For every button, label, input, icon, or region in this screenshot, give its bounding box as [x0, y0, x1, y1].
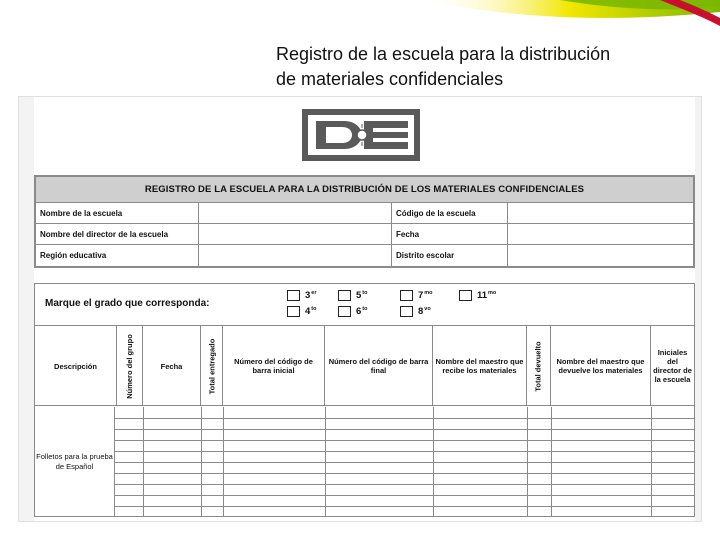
grade-option-4[interactable]: [287, 306, 317, 317]
col-total-delivered: [201, 326, 223, 406]
date-field[interactable]: [508, 224, 693, 244]
table-row-divider: [35, 429, 694, 430]
table-col-divider: [223, 407, 224, 516]
form-document-image: [18, 96, 702, 522]
de-logo-icon: [302, 109, 420, 161]
grade-4-suffix: to: [311, 305, 317, 312]
distribution-table: [34, 325, 695, 517]
director-name-field[interactable]: [199, 224, 392, 244]
grade-6-number: 6: [356, 306, 362, 317]
grade-4-number: 4: [305, 306, 311, 317]
grade-8-number: 8: [418, 306, 424, 317]
region-field[interactable]: [199, 245, 392, 266]
col-teacher-returns: Nombre del maestro que devuelve los materiales: [551, 326, 651, 406]
grade-option-5[interactable]: [338, 290, 368, 301]
col-date: Fecha: [143, 326, 201, 406]
form-row-region: [36, 245, 693, 266]
grade-7-checkbox[interactable]: [400, 290, 413, 301]
decorative-swoosh: [0, 0, 720, 40]
col-total-returned-label: Total devuelto: [534, 340, 543, 392]
col-description: Descripción: [35, 326, 117, 406]
col-start-barcode: Número del código de barra inicial: [223, 326, 325, 406]
col-teacher-receives: Nombre del maestro que recibe los materiales: [433, 326, 527, 406]
table-col-divider: [433, 407, 434, 516]
table-col-divider: [201, 407, 202, 516]
grade-5-suffix: to: [362, 289, 368, 296]
row-label-spanish-booklets: Folletos para la prueba de Español: [35, 407, 115, 516]
col-group-number-label: Número del grupo: [125, 333, 134, 399]
grade-11-suffix: mo: [488, 289, 497, 296]
table-col-divider: [551, 407, 552, 516]
slide-title-line-1: Registro de la escuela para la distribución: [276, 44, 611, 64]
table-row-divider: [35, 440, 694, 441]
table-row-divider: [35, 495, 694, 496]
grade-selection: [34, 283, 695, 325]
grade-7-number: 7: [418, 290, 424, 301]
grade-option-3[interactable]: [287, 290, 317, 301]
form-header-title: REGISTRO DE LA ESCUELA PARA LA DISTRIBUCIÓN DE LOS MATERIALES CONFIDENCIALES: [36, 177, 693, 203]
form-row-director: [36, 224, 693, 245]
grade-4-checkbox[interactable]: [287, 306, 300, 317]
table-col-divider: [143, 407, 144, 516]
form-page: [34, 97, 695, 521]
grade-5-number: 5: [356, 290, 362, 301]
grade-option-8[interactable]: [400, 306, 431, 317]
table-col-divider: [527, 407, 528, 516]
grade-3-number: 3: [305, 290, 311, 301]
director-name-label: Nombre del director de la escuela: [36, 224, 199, 244]
school-name-label: Nombre de la escuela: [36, 203, 199, 223]
table-row-divider: [35, 451, 694, 452]
grade-option-6[interactable]: [338, 306, 368, 317]
form-row-school: [36, 203, 693, 224]
grade-3-checkbox[interactable]: [287, 290, 300, 301]
grade-11-number: 11: [477, 290, 488, 301]
date-label: Fecha: [392, 224, 508, 244]
grade-11-checkbox[interactable]: [459, 290, 472, 301]
region-label: Región educativa: [36, 245, 199, 266]
school-code-label: Código de la escuela: [392, 203, 508, 223]
table-row-divider: [35, 418, 694, 419]
school-name-field[interactable]: [199, 203, 392, 223]
col-director-initials: Iniciales del director de la escuela: [653, 348, 692, 384]
col-group-number: [117, 326, 143, 406]
col-total-delivered-label: Total entregado: [207, 338, 217, 394]
table-row-divider: [35, 473, 694, 474]
table-col-divider: [651, 407, 652, 516]
grade-6-checkbox[interactable]: [338, 306, 351, 317]
district-label: Distrito escolar: [392, 245, 508, 266]
table-row-divider: [35, 484, 694, 485]
slide-title: [276, 42, 716, 92]
grade-option-7[interactable]: [400, 290, 433, 301]
grade-5-checkbox[interactable]: [338, 290, 351, 301]
district-field[interactable]: [508, 245, 693, 266]
table-col-divider: [325, 407, 326, 516]
grade-3-suffix: er: [311, 289, 317, 296]
grade-6-suffix: to: [362, 305, 368, 312]
grade-7-suffix: mo: [424, 289, 433, 296]
slide-title-line-2: de materiales confidenciales: [276, 69, 504, 89]
school-code-field[interactable]: [508, 203, 693, 223]
col-total-returned: [527, 326, 551, 406]
table-row-divider: [35, 462, 694, 463]
table-body: [35, 407, 694, 516]
grade-8-suffix: vo: [424, 305, 431, 312]
col-end-barcode: Número del código de barra final: [325, 326, 433, 406]
form-header: [34, 175, 695, 268]
table-row-divider: [35, 506, 694, 507]
table-header: [35, 326, 694, 406]
grade-8-checkbox[interactable]: [400, 306, 413, 317]
grade-option-11[interactable]: [459, 290, 496, 301]
grade-prompt: Marque el grado que corresponda:: [45, 298, 210, 309]
